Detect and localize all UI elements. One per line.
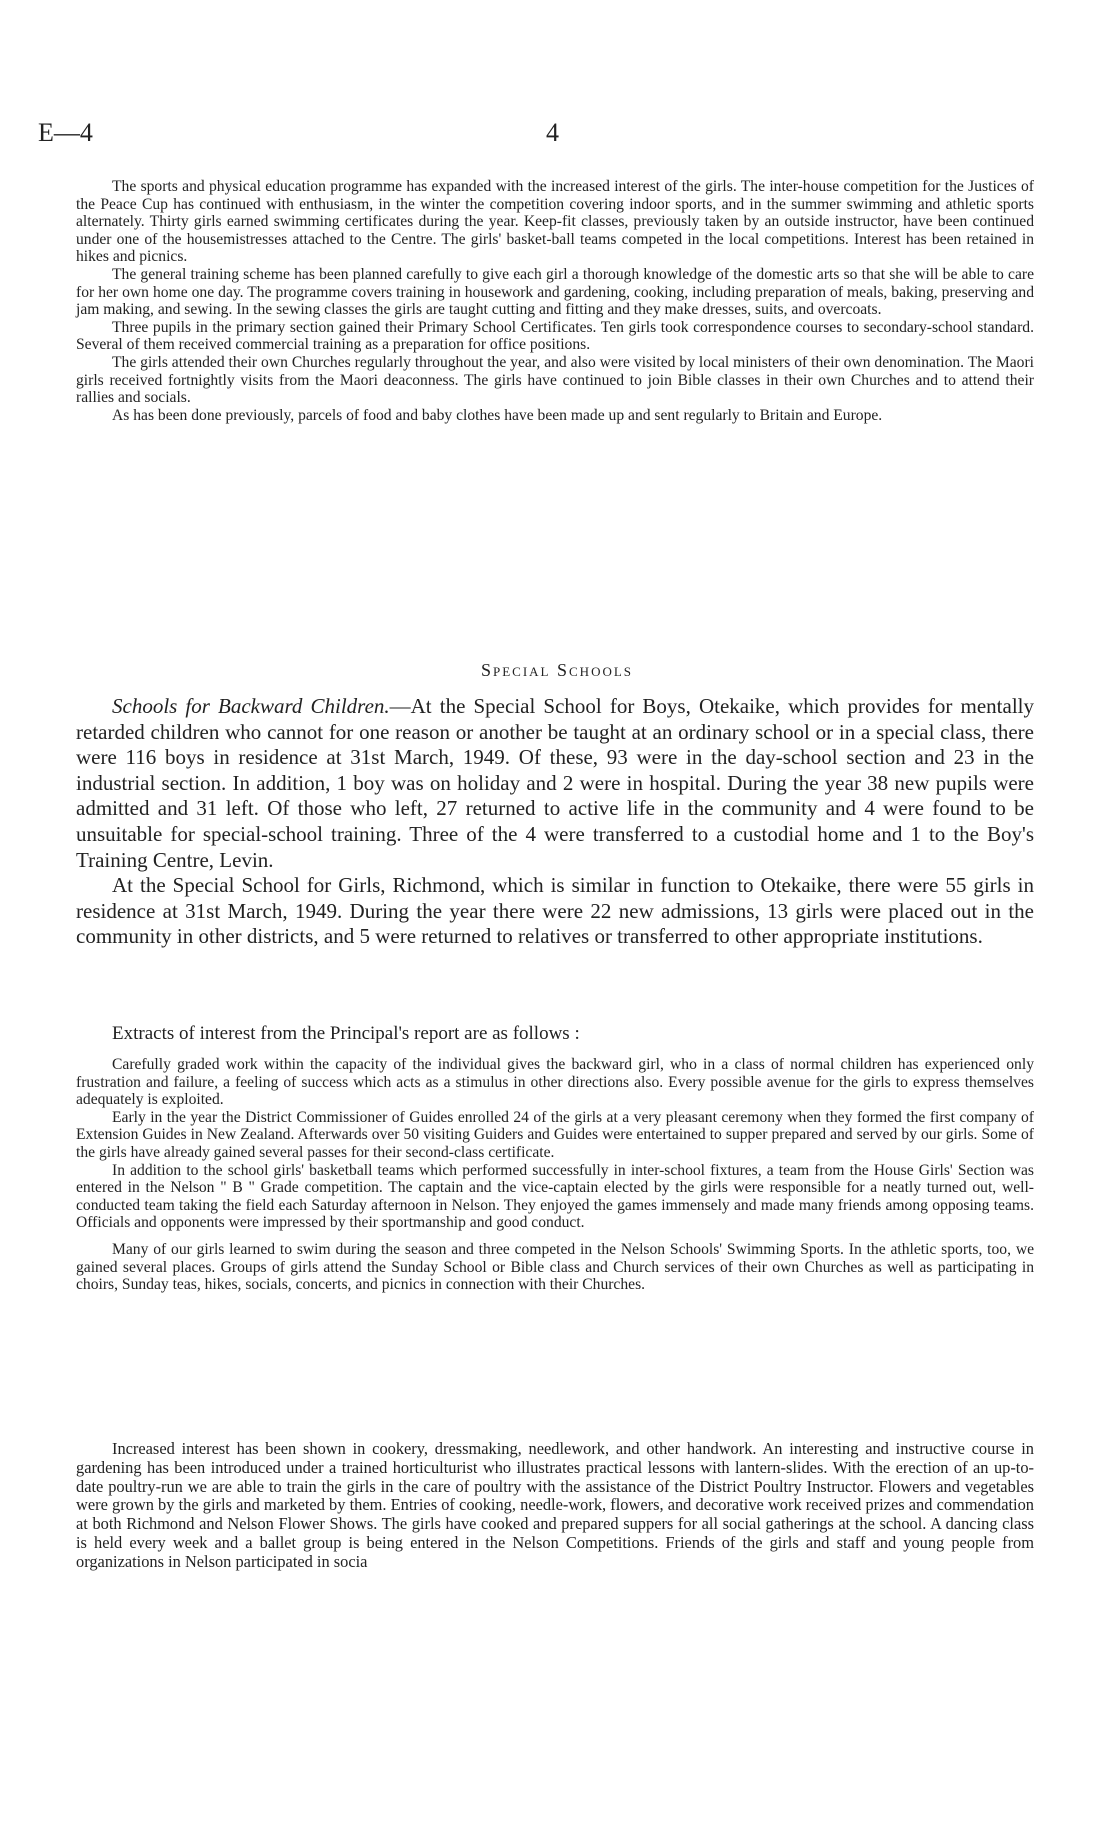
paragraph-richmond: At the Special School for Girls, Richmond, which is similar in function to Otekaike, there were 55 girls in residence at 31st March, 1949. During the year there were 22 new admissions, 13 girls were placed out in the community in other districts, and 5 were returned to relatives or transferred to other appropriate institutions. [76,873,1034,949]
section-heading: Special Schools [480,660,634,680]
page-number: 4 [546,118,559,147]
paragraph-handwork: Increased interest has been shown in cookery, dressmaking, needlework, and other handwork. An interesting and instructive course in gardening has been introduced under a trained horticulturist who illustrates practical lessons with lantern-slides. With the erection of an up-to-date poultry-run we are able to train the girls in the care of poultry with the assistance of the District Poultry Instructor. Flowers and vegetables were grown by the girls and marketed by them. Entries of cooking, needle-work, flowers, and decorative work received prizes and commendation at both Richmond and Nelson Flower Shows. The girls have cooked and prepared suppers for all social gatherings at the school. A dancing class is held every week and a ballet group is being entered in the Nelson Competitions. Friends of the girls and staff and young people from organizations in Nelson participated in socia [76,1439,1034,1571]
page-header [38,118,1076,158]
paragraph-otekaike-text: —At the Special School for Boys, Otekaike, which provides for mentally retarded children who cannot for one reason or another be taught at an ordinary school or in a special class, there were 116 boys in residence at 31st March, 1949. Of these, 93 were in the day-school section and 23 in the industrial section. In addition, 1 boy was on holiday and 2 were in hospital. During the year 38 new pupils were admitted and 31 left. Of those who left, 27 returned to active life in the community and 4 were found to be unsuitable for special-school training. Three of the 4 were transferred to a custodial home and 1 to the Boy's Training Centre, Levin. [76,694,1034,872]
final-section [76,1440,1034,1572]
paragraph-parcels: As has been done previously, parcels of food and baby clothes have been made up and sent regularly to Britain and Europe. [112,406,883,424]
paragraph-sports: The sports and physical education programme has expanded with the increased interest of the girls. The inter-house competition for the Justices of the Peace Cup has continued with enthusiasm, in the winter the competition covering indoor sports, and in the summer swimming and athletic sports alternately. Thirty girls earned swimming certificates during the year. Keep-fit classes, previously taken by an outside instructor, have been continued under one of the housemistresses attached to the Centre. The girls' basket-ball teams competed in the local competitions. Interest has been retained in hikes and picnics. [76,178,1034,266]
extracts-intro [76,1022,1034,1046]
report-paragraph: In addition to the school girls' basketball teams which performed successfully in inter-school fixtures, a team from the House Girls' Section was entered in the Nelson " B " Grade competition. The captain and the vice-captain elected by the girls were responsible for a neatly turned out, well-conducted team taking the field each Saturday afternoon in Nelson. They enjoyed the games immensely and made many friends among opposing teams. Officials and opponents were impressed by their sportmanship and good conduct. [76,1161,1034,1232]
paragraph-otekaike [76,694,1034,873]
extracts-intro-text: Extracts of interest from the Principal's report are as follows : [112,1023,580,1044]
paragraph-churches: The girls attended their own Churches regularly throughout the year, and also were visited by local ministers of their own denomination. The Maori girls received fortnightly visits from the Maori deaconness. The girls have continued to join Bible classes in their own Churches and to attend their rallies and socials. [76,353,1034,407]
intro-section [76,178,1034,424]
special-schools-section [76,694,1034,950]
subheading-backward-children: Schools for Backward Children. [112,694,390,718]
report-paragraph: Early in the year the District Commissioner of Guides enrolled 24 of the girls at a very pleasant ceremony when they formed the first company of Extension Guides in New Zealand. Afterwards over 50 visiting Guiders and Guides were entertained to supper prepared and served by our girls. Some of the girls have already gained several passes for their second-class certificate. [76,1108,1034,1161]
principal-report [76,1056,1034,1294]
report-paragraph: Many of our girls learned to swim during the season and three competed in the Nelson Schools' Swimming Sports. In the athletic sports, too, we gained several places. Groups of girls attend the Sunday School or Bible class and Church services of their own Churches as well as participating in choirs, Sunday teas, hikes, socials, concerts, and picnics in connection with their Churches. [76,1240,1034,1294]
paragraph-training: The general training scheme has been planned carefully to give each girl a thorough knowledge of the domestic arts so that she will be able to care for her own home one day. The programme covers training in housework and gardening, cooking, including preparation of meals, baking, preserving and jam making, and sewing. In the sewing classes the girls are taught cutting and fitting and they make dresses, suits, and overcoats. [76,265,1034,319]
report-paragraph: Carefully graded work within the capacity of the individual gives the backward girl, who in a class of normal children has experienced only frustration and failure, a feeling of success which acts as a stimulus in other directions also. Every possible avenue for the girls to express themselves adequately is exploited. [76,1056,1034,1109]
paragraph-certificates: Three pupils in the primary section gained their Primary School Certificates. Ten girls took correspondence courses to secondary-school standard. Several of them received commercial training as a preparation for office positions. [76,318,1034,354]
document-reference: E—4 [38,118,93,147]
